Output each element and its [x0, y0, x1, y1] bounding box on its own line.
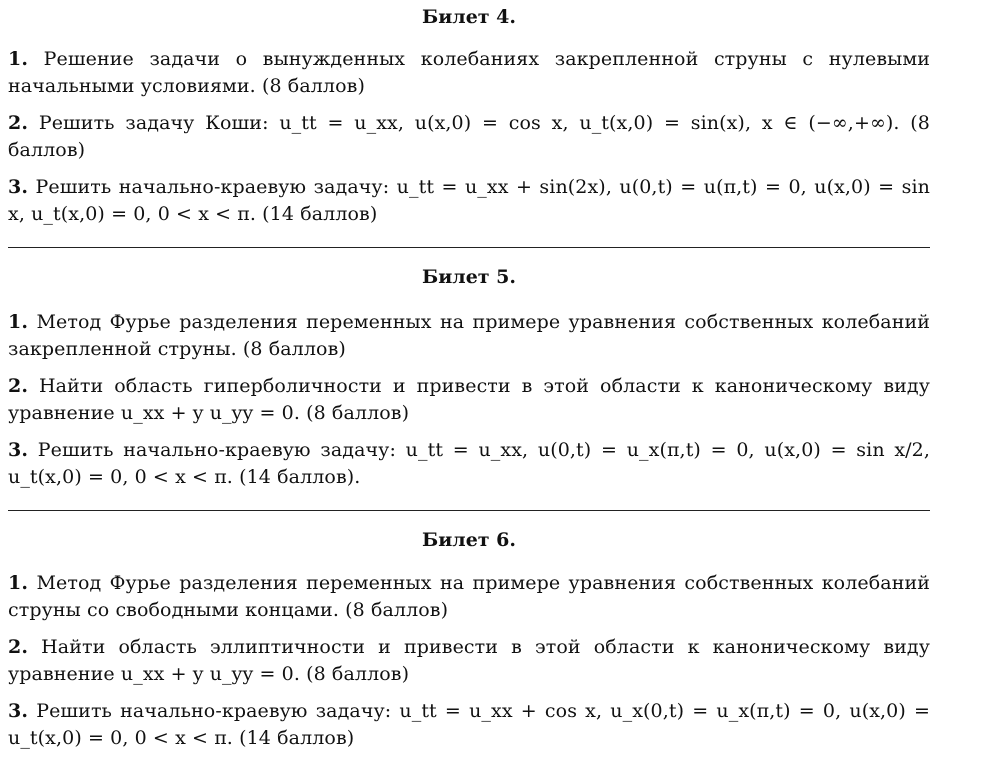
ticket-4-item-2	[8, 110, 930, 164]
item-number: 1.	[8, 572, 29, 594]
ticket-6-item-1	[8, 570, 930, 624]
ticket-6-item-3	[8, 698, 930, 752]
ticket-6	[8, 529, 930, 551]
item-text: Решить начально-краевую задачу: u_tt = u_xx, u(0,t) = u_x(π,t) = 0, u(x,0) = sin x/2, u_t(x,0) = 0, 0 < x < π. (14 баллов).	[8, 439, 931, 488]
item-number: 2.	[8, 636, 29, 658]
ticket-5-item-3	[8, 437, 930, 491]
item-text: Решить начально-краевую задачу: u_tt = u_xx + sin(2x), u(0,t) = u(π,t) = 0, u(x,0) = sin x, u_t(x,0) = 0, 0 < x < π. (14 баллов)	[8, 176, 931, 225]
divider	[8, 247, 930, 248]
item-text: Метод Фурье разделения переменных на примере уравнения собственных колебаний струны со свободными концами. (8 баллов)	[8, 572, 930, 621]
item-text: Решить начально-краевую задачу: u_tt = u_xx + cos x, u_x(0,t) = u_x(π,t) = 0, u(x,0) = u_t(x,0) = 0, 0 < x < π. (14 баллов)	[8, 700, 931, 749]
item-text: Решение задачи о вынужденных колебаниях закрепленной струны с нулевыми начальными условиями. (8 баллов)	[8, 48, 930, 97]
item-number: 3.	[8, 176, 29, 198]
ticket-4-item-1	[8, 46, 930, 100]
ticket-5-item-2	[8, 373, 930, 427]
item-number: 2.	[8, 112, 29, 134]
item-text: Найти область гиперболичности и привести в этой области к каноническому виду уравнение u_xx + y u_yy = 0. (8 баллов)	[8, 375, 930, 424]
ticket-5	[8, 266, 930, 288]
item-text: Найти область эллиптичности и привести в этой области к каноническому виду уравнение u_xx + y u_yy = 0. (8 баллов)	[8, 636, 931, 685]
item-text: Метод Фурье разделения переменных на примере уравнения собственных колебаний закрепленной струны. (8 баллов)	[8, 311, 930, 360]
ticket-6-item-2	[8, 634, 930, 688]
ticket-4-item-3	[8, 174, 930, 228]
ticket-title: Билет 4.	[421, 6, 517, 28]
ticket-title: Билет 6.	[421, 529, 517, 551]
ticket-5-item-1	[8, 309, 930, 363]
item-number: 1.	[8, 48, 29, 70]
item-number: 3.	[8, 700, 29, 722]
divider	[8, 510, 930, 511]
item-number: 2.	[8, 375, 29, 397]
ticket-title: Билет 5.	[421, 266, 517, 288]
item-text: Решить задачу Коши: u_tt = u_xx, u(x,0) = cos x, u_t(x,0) = sin(x), x ∈ (−∞,+∞). (8 баллов)	[8, 112, 930, 161]
ticket-4	[8, 6, 930, 28]
item-number: 3.	[8, 439, 29, 461]
item-number: 1.	[8, 311, 29, 333]
